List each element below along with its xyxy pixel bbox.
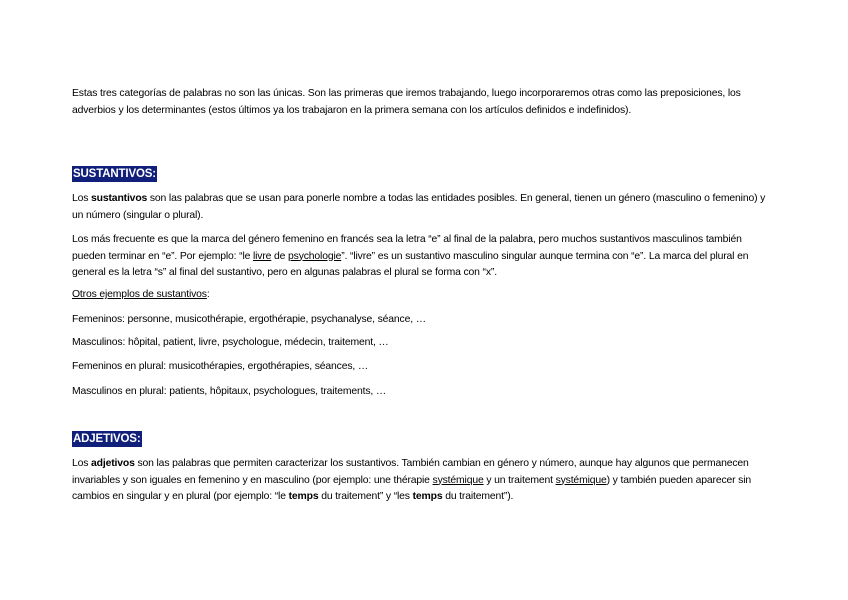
text-run: du traitement”). xyxy=(442,491,514,502)
underlined-word-livre: livre xyxy=(252,250,272,262)
intro-paragraph: Estas tres categorías de palabras no son las únicas. Son las primeras que iremos trabajando, luego incorporaremos otras como las preposiciones, los adverbios y los determinantes (estos últimos ya los trabajaron en la primera semana con los artículos definidos e indefinidos). xyxy=(72,88,741,116)
bold-term-sustantivos: sustantivos xyxy=(91,193,148,204)
section-heading-sustantivos xyxy=(72,166,778,184)
sustantivos-definition-paragraph xyxy=(72,191,778,224)
underlined-word-systemique: systémique xyxy=(555,474,607,486)
example-line: Masculinos en plural: patients, hôpitaux, psychologues, traitements, … xyxy=(72,386,387,397)
examples-title-text: Otros ejemplos de sustantivos xyxy=(72,289,207,300)
underlined-word-psychologie: psychologie xyxy=(288,250,342,262)
text-run: de xyxy=(271,250,289,262)
text-run: son las palabras que se usan para ponerle nombre a todas las entidades posibles. En general, tienen un género (masculino o femenino) y un número (singular o plural). xyxy=(72,193,766,221)
examples-title xyxy=(72,287,778,304)
adjetivos-heading: ADJETIVOS: xyxy=(73,433,141,445)
text-run: son las palabras que permiten caracterizar los sustantivos. También cambian en género y número, aunque hay algunos que permanecen invariables y son iguales en femenino y en masculino (por ejemplo: une thérapie xyxy=(72,458,749,486)
text-run: ) y también pueden aparecer sin cambios en singular y en plural (por ejemplo: “le xyxy=(72,474,751,502)
adjetivos-paragraph xyxy=(72,456,778,506)
text-run: du traitement” y “les xyxy=(318,491,413,502)
text-run: Los xyxy=(72,458,92,469)
text-run: Los más frecuente es que la marca del género femenino en francés sea la letra “e” al final de la palabra, pero muchos sustantivos masculinos también pueden terminar en “e”. Por ejemplo: “le xyxy=(72,234,742,262)
sustantivos-heading: SUSTANTIVOS: xyxy=(73,168,156,180)
sustantivos-gender-paragraph xyxy=(72,232,778,282)
example-line: Femeninos en plural: musicothérapies, ergothérapies, séances, … xyxy=(72,361,369,372)
text-run: y un traitement xyxy=(483,474,556,486)
text-run: ”. “livre” es un sustantivo masculino singular aunque termina con “e”. La marca del plural en general es la letra “s” al final del sustantivo, pero en algunas palabras el plural se forma con “x”. xyxy=(72,250,749,278)
section-heading-adjetivos xyxy=(72,431,778,449)
text-run: Los xyxy=(72,193,92,204)
examples-title-colon: : xyxy=(206,289,210,300)
bold-term-adjetivos: adjetivos xyxy=(91,458,135,469)
bold-word-temps: temps xyxy=(412,491,443,502)
example-line: Masculinos: hôpital, patient, livre, psychologue, médecin, traitement, … xyxy=(72,337,389,348)
bold-word-temps: temps xyxy=(288,491,319,502)
underlined-word-systemique: systémique xyxy=(432,474,484,486)
example-line: Femeninos: personne, musicothérapie, ergothérapie, psychanalyse, séance, … xyxy=(72,314,426,325)
